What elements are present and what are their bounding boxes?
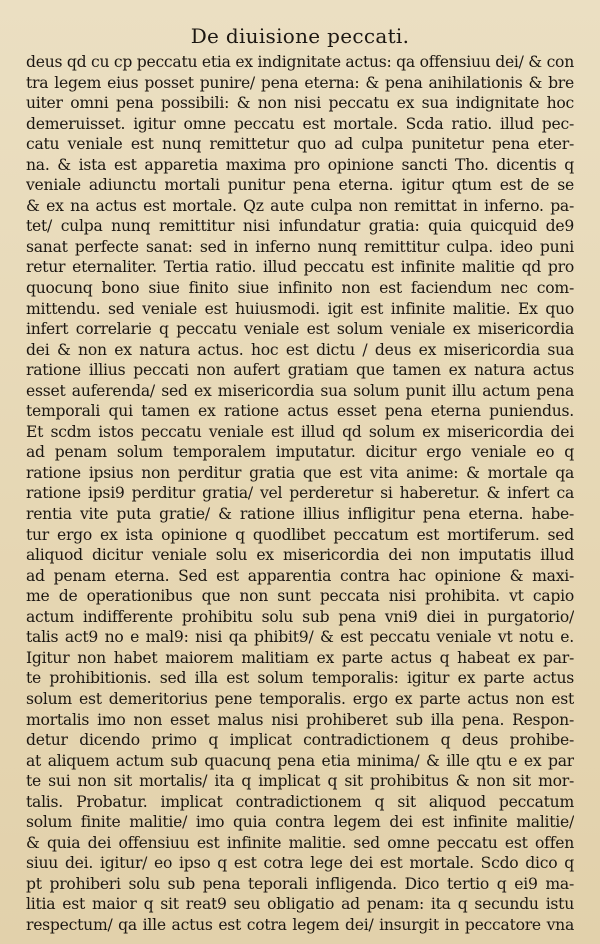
- text-line: respectum/ qa ille actus est cotra legem dei/ insurgit in peccatore vna: [26, 915, 574, 934]
- text-line: tur ergo ex ista opinione q quodlibet peccatum est mortiferum. sed: [26, 525, 574, 544]
- text-line: demeruisset. igitur omne peccatu est mortale. Scda ratio. illud pec-: [26, 114, 574, 133]
- text-line: Et scdm istos peccatu veniale est illud qd solum ex misericordia dei: [26, 422, 574, 441]
- text-line: at aliquem actum sub quacunq pena etia minima/ & ille qtu e ex par: [26, 751, 574, 770]
- text-line: dei & non ex natura actus. hoc est dictu / deus ex misericordia sua: [26, 340, 574, 359]
- text-line: solum finite malitie/ imo quia contra legem dei est infinite malitie/: [26, 813, 574, 832]
- text-line: mortalis imo non esset malus nisi prohiberet sub illa pena. Respon-: [26, 710, 574, 729]
- text-line: esset auferenda/ sed ex misericordia sua solum punit illu actum pena: [26, 381, 574, 400]
- text-line: retur eternaliter. Tertia ratio. illud peccatu est infinite malitie qd pro: [26, 258, 574, 277]
- text-line: te prohibitionis. sed illa est solum temporalis: igitur ex parte actus: [26, 669, 574, 688]
- text-line: mittendu. sed veniale est huiusmodi. igit est infinite malitie. Ex quo: [26, 299, 574, 318]
- text-line: infert correlarie q peccatu veniale est solum veniale ex misericordia: [26, 320, 574, 339]
- text-line: catu veniale est nunq remittetur quo ad culpa punitetur pena eter-: [26, 135, 574, 154]
- text-line: pt prohiberi solu sub pena teporali infligenda. Dico tertio q ei9 ma-: [26, 874, 574, 893]
- text-line: aliquod dicitur veniale solu ex misericordia dei non imputatis illud: [26, 546, 574, 565]
- text-line: ad penam solum temporalem imputatur. dicitur ergo veniale eo q: [26, 443, 574, 462]
- text-line: tra legem eius posset punire/ pena eterna: & pena anihilationis & bre: [26, 73, 574, 92]
- text-line: & ex na actus est mortale. Qz aute culpa non remittat in inferno. pa-: [26, 196, 574, 215]
- text-line: na. & ista est apparetia maxima pro opinione sancti Tho. dicentis q: [26, 155, 574, 174]
- text-line: veniale adiunctu mortali punitur pena eterna. igitur qtum est de se: [26, 176, 574, 195]
- text-line: rentia vite puta gratie/ & ratione illius infligitur pena eterna. habe-: [26, 505, 574, 524]
- text-line: te sui non sit mortalis/ ita q implicat q sit prohibitus & non sit mor-: [26, 772, 574, 791]
- text-line: actum indifferente prohibitu solu sub pena vni9 diei in purgatorio/: [26, 607, 574, 626]
- text-line: siuu dei. igitur/ eo ipso q est cotra lege dei est mortale. Scdo dico q: [26, 854, 574, 873]
- text-line: talis act9 no e mal9: nisi qa phibit9/ & est peccatu veniale vt notu e.: [26, 628, 574, 647]
- text-line: me de operationibus que non sunt peccata nisi prohibita. vt capio: [26, 587, 574, 606]
- text-line: ratione ipsius non perditur gratia que est vita anime: & mortale qa: [26, 463, 574, 482]
- text-line: uiter omni pena possibili: & non nisi peccatu ex sua indignitate hoc: [26, 94, 574, 113]
- text-line: & quia dei offensiuu est infinite malitie. sed omne peccatu est offen: [26, 833, 574, 852]
- text-line: ratione illius peccati non aufert gratiam que tamen ex natura actus: [26, 361, 574, 380]
- text-line: tet/ culpa nunq remittitur nisi infundatur gratia: quia quicquid de9: [26, 217, 574, 236]
- text-line: ratione ipsi9 perditur gratia/ vel perderetur si haberetur. & infert ca: [26, 484, 574, 503]
- body-text: [26, 52, 574, 936]
- text-line: talis. Probatur. implicat contradictionem q sit aliquod peccatum: [26, 792, 574, 811]
- text-line: detur dicendo primo q implicat contradictionem q deus prohibe-: [26, 731, 574, 750]
- text-line: quocunq bono siue finito siue infinito non est faciendum nec com-: [26, 279, 574, 298]
- text-line: sanat perfecte sanat: sed in inferno nunq remittitur culpa. ideo puni: [26, 237, 574, 256]
- text-line: ad penam eterna. Sed est apparentia contra hac opinione & maxi-: [26, 566, 574, 585]
- text-line: solum est demeritorius pene temporalis. ergo ex parte actus non est: [26, 689, 574, 708]
- text-line: temporali qui tamen ex ratione actus esset pena eterna puniendus.: [26, 402, 574, 421]
- text-line: Igitur non habet maiorem malitiam ex parte actus q habeat ex par-: [26, 648, 574, 667]
- text-line: litia est maior q sit reat9 seu obligatio ad penam: ita q secundu istu: [26, 895, 574, 914]
- running-head: De diuisione peccati.: [190, 24, 410, 48]
- text-line: deus qd cu cp peccatu etia ex indignitate actus: qa offensiuu dei/ & con: [26, 53, 574, 71]
